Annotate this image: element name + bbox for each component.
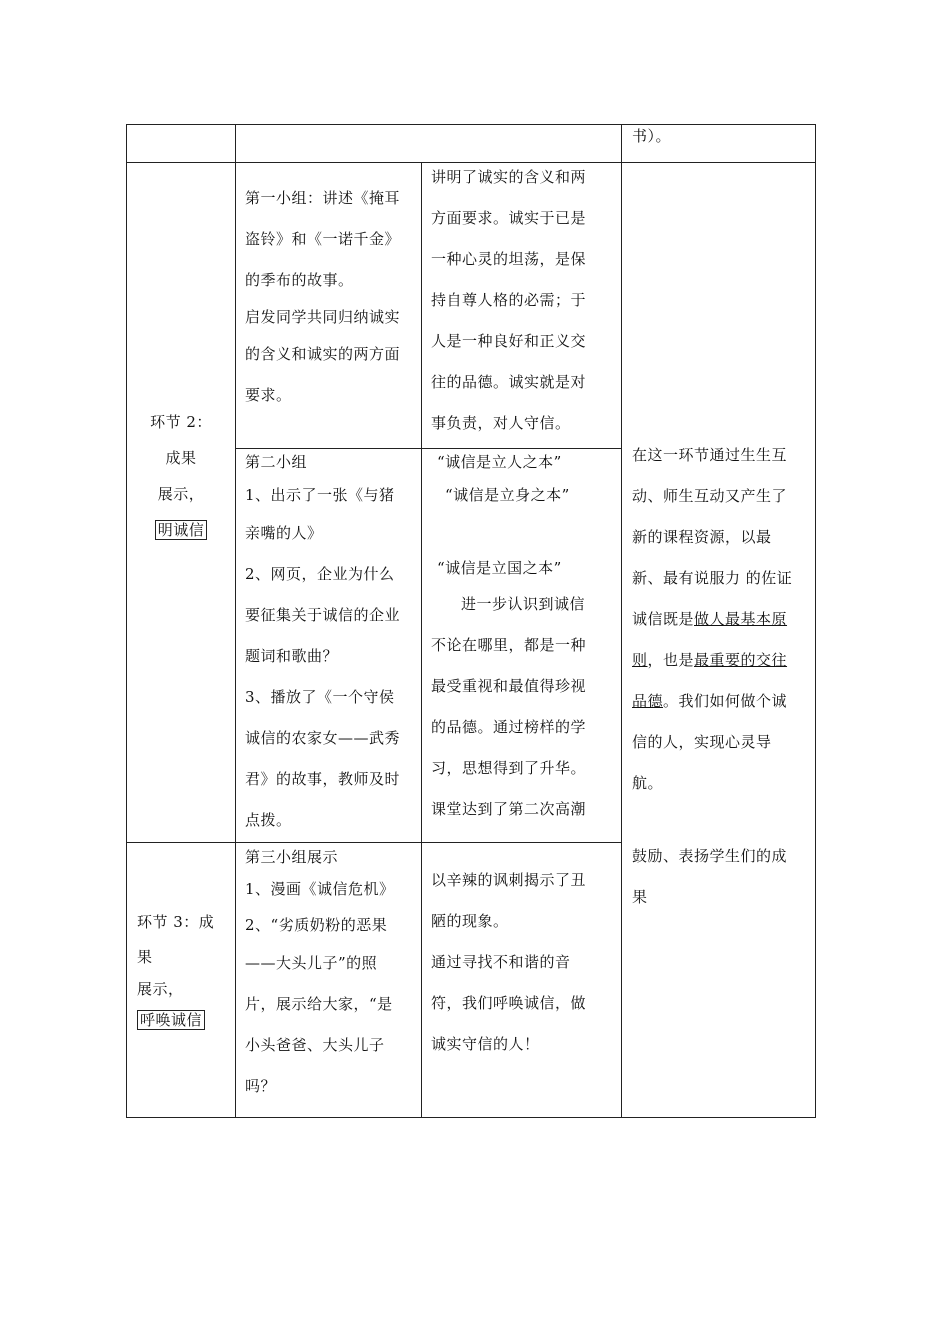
group2-effect-line3: 最受重视和最值得珍视 — [431, 677, 587, 695]
group2-activity-line5: 要征集关于诚信的企业 — [245, 606, 401, 624]
group1-effect-line4: 持自尊人格的必需；于 — [431, 291, 587, 309]
section2-label-boxed: 明诚信 — [155, 520, 208, 540]
section3-activity-line7: 吗？ — [245, 1077, 277, 1095]
group1-activity-line6: 要求。 — [245, 386, 292, 404]
group1-effect-line6: 往的品德。诚实就是对 — [431, 373, 587, 391]
section3-activity-line6: 小头爸爸、大头儿子 — [245, 1036, 385, 1054]
group2-effect-line6: 课堂达到了第二次高潮 — [431, 800, 587, 818]
group1-effect-line1: 讲明了诚实的含义和两 — [431, 168, 587, 186]
section2-note-line6 — [632, 640, 812, 681]
section2-note-line3: 新的课程资源，以最 — [632, 528, 772, 546]
group2-activity-line10: 点拨。 — [245, 811, 292, 829]
section3-effect-line2: 陋的现象。 — [431, 912, 509, 930]
section2-note-line7-underlined: 品德 — [632, 692, 664, 710]
group2-effect-quote1: “诚信是立人之本” — [437, 453, 562, 471]
section3-effect-line5: 诚实守信的人！ — [431, 1035, 540, 1053]
section2-note-line7 — [632, 681, 812, 722]
group2-activity-line9: 君》的故事，教师及时 — [245, 770, 401, 788]
group1-activity-line1: 第一小组：讲述《掩耳 — [245, 189, 401, 207]
table-border-bottom — [126, 1117, 816, 1118]
group2-activity-line2: 1、出示了一张《与猪 — [245, 486, 395, 504]
section3-label-line1: 环节 3：成 — [137, 913, 215, 931]
section3-activity-line1: 第三小组展示 — [245, 848, 339, 866]
section2-label-line1: 环节 2： — [150, 413, 212, 431]
group2-activity-line1: 第二小组 — [245, 453, 308, 471]
group1-effect-line5: 人是一种良好和正义交 — [431, 332, 587, 350]
section2-label-line3: 展示， — [157, 485, 205, 503]
group2-activity-cell — [245, 447, 417, 841]
group1-activity-line5: 的含义和诚实的两方面 — [245, 345, 401, 363]
section3-activity-cell — [245, 843, 417, 1107]
group1-effect-line3: 一种心灵的坦荡，是保 — [431, 250, 587, 268]
group2-effect-cell — [431, 447, 619, 830]
group1-activity-line4: 启发同学共同归纳诚实 — [245, 308, 401, 326]
section2-note-line5-underlined: 做人最基本原 — [694, 610, 788, 628]
section2-label-line2: 成果 — [165, 449, 197, 467]
group2-activity-line8: 诚信的农家女——武秀 — [245, 729, 401, 747]
group2-activity-line4: 2、网页，企业为什么 — [245, 565, 395, 583]
section3-effect-line4: 符，我们呼唤诚信，做 — [431, 994, 587, 1012]
group2-activity-line7: 3、播放了《一个守侯 — [245, 688, 395, 706]
row0-note-cell — [632, 116, 812, 157]
column-divider-1 — [235, 124, 236, 1118]
section2-note-line5 — [632, 599, 812, 640]
section2-label-cell — [127, 404, 235, 548]
group2-effect-quote3: “诚信是立国之本” — [437, 559, 562, 577]
section2-note-line5-a: 诚信既是 — [632, 610, 695, 628]
section3-note-line2: 果 — [632, 888, 648, 906]
section2-note-line7-b: 。我们如何做个诚 — [663, 692, 788, 710]
group2-effect-line4: 的品德。通过榜样的学 — [431, 718, 587, 736]
group1-effect-line7: 事负责，对人守信。 — [431, 414, 571, 432]
row0-note-text: 书）。 — [632, 127, 672, 145]
section2-note-line6-b: ，也是 — [647, 651, 695, 669]
section3-label-boxed: 呼唤诚信 — [137, 1010, 205, 1030]
section3-effect-line3: 通过寻找不和谐的音 — [431, 953, 571, 971]
section2-note-line1: 在这一环节通过生生互 — [632, 446, 788, 464]
table-border-right — [815, 124, 816, 1118]
column-divider-2 — [421, 162, 422, 1118]
group2-activity-line6: 题词和歌曲？ — [245, 647, 339, 665]
group1-effect-cell — [431, 157, 619, 444]
section2-note-line8: 信的人，实现心灵导 — [632, 733, 772, 751]
section2-note-cell — [632, 435, 812, 804]
section3-effect-cell — [431, 860, 619, 1065]
section3-note-line1: 鼓励、表扬学生们的成 — [632, 847, 788, 865]
section2-note-line6-underlined-b: 最重要的交往 — [694, 651, 788, 669]
group2-activity-line3: 亲嘴的人》 — [245, 524, 323, 542]
section3-activity-line4: ——大头儿子”的照 — [245, 954, 378, 972]
group1-activity-line2: 盗铃》和《一诺千金》 — [245, 230, 401, 248]
section3-effect-line1: 以辛辣的讽刺揭示了丑 — [431, 871, 587, 889]
section2-note-line6-underlined-a: 则 — [632, 651, 648, 669]
section2-note-line9: 航。 — [632, 774, 664, 792]
section3-activity-line3: 2、“劣质奶粉的恶果 — [245, 916, 388, 934]
table-border-left — [126, 124, 127, 1118]
section3-label-line3: 展示， — [137, 980, 184, 998]
section3-activity-line2: 1、漫画《诚信危机》 — [245, 880, 395, 898]
section3-label-cell — [137, 905, 233, 1038]
section3-activity-line5: 片，展示给大家，“是 — [245, 995, 393, 1013]
group2-effect-line5: 习，思想得到了升华。 — [431, 759, 587, 777]
section2-note-line4: 新、最有说服力 的佐证 — [632, 569, 793, 587]
section2-note-line2: 动、师生互动又产生了 — [632, 487, 788, 505]
column-divider-3 — [621, 124, 622, 1118]
group1-effect-line2: 方面要求。诚实于已是 — [431, 209, 587, 227]
group2-effect-quote2: “诚信是立身之本” — [445, 486, 570, 504]
group1-activity-line3: 的季布的故事。 — [245, 271, 354, 289]
group2-effect-line2: 不论在哪里，都是一种 — [431, 636, 587, 654]
section3-note-cell — [632, 836, 812, 918]
group1-activity-cell — [245, 178, 417, 416]
group2-effect-line1: 进一步认识到诚信 — [461, 595, 586, 613]
section3-label-line2: 果 — [137, 948, 153, 966]
